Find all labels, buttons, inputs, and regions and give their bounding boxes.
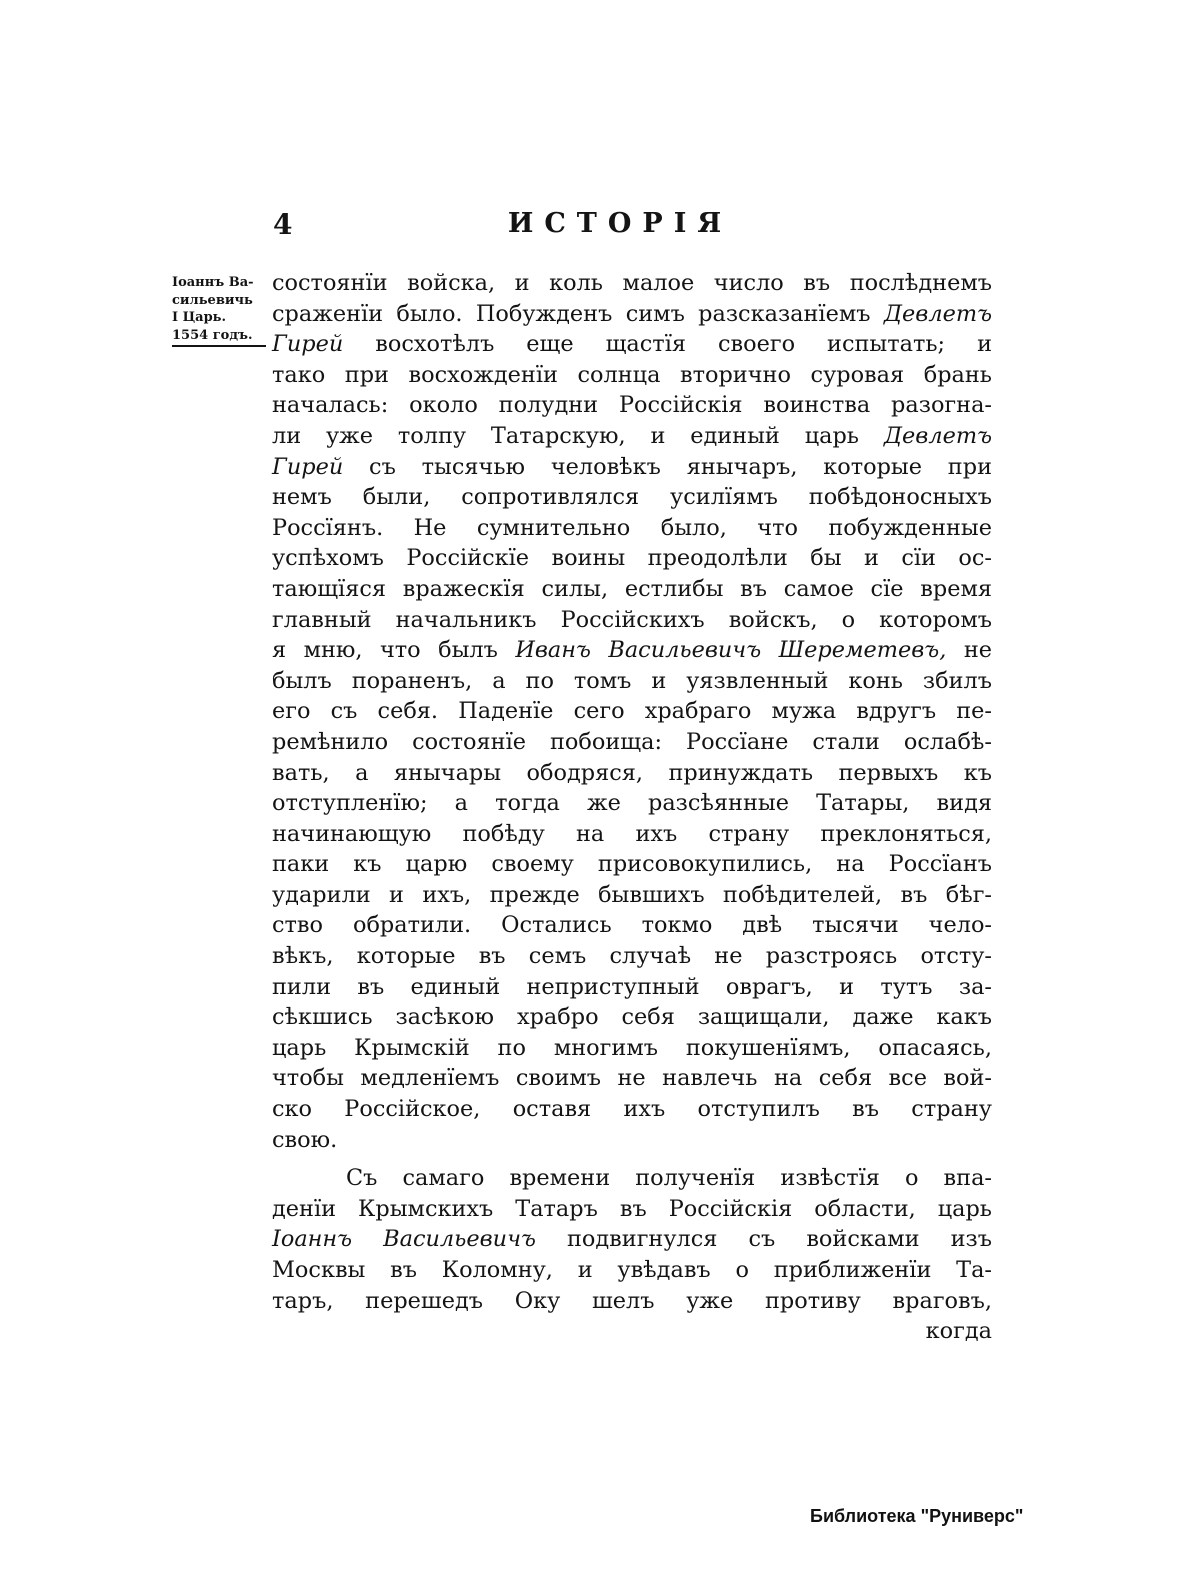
text-run: ударили и ихъ, прежде бывшихъ побѣдителей, въ бѣг- (272, 881, 992, 908)
text-line (272, 360, 992, 391)
text-line (272, 1286, 992, 1317)
text-run: главный начальникъ Россійскихъ войскъ, о которомъ (272, 606, 992, 633)
name-run: Девлетъ (883, 300, 992, 327)
margin-note-line: Іоаннъ Ва- (172, 275, 254, 290)
catchword (272, 1316, 992, 1347)
margin-note-line: 1554 годъ. (172, 327, 253, 343)
text-line (272, 972, 992, 1003)
text-line (272, 299, 992, 330)
text-run: когда (925, 1318, 992, 1345)
text-run: свою. (272, 1126, 338, 1153)
margin-note-line: сильевичь (172, 292, 253, 308)
text-run: денїи Крымскихъ Татаръ въ Россійскія области, царь (272, 1195, 992, 1222)
text-line (272, 1002, 992, 1033)
text-line (272, 452, 992, 483)
text-line (272, 482, 992, 513)
text-run: начинающую побѣду на ихъ страну преклоняться, (272, 820, 992, 847)
text-run: Россїянъ. Не сумнительно было, что побужденные (272, 514, 992, 541)
margin-note-line: І Царь. (172, 310, 227, 325)
library-credit: Библиотека "Руниверс" (810, 1506, 1024, 1526)
text-line (272, 849, 992, 880)
text-run: немъ были, сопротивлялся усилїямъ побѣдоносныхъ (272, 484, 992, 511)
text-run: пили въ единый неприступный оврагъ, и тутъ за- (272, 973, 992, 1000)
text-line (272, 329, 992, 360)
text-run: паки къ царю своему присовокупились, на Россїанъ (272, 851, 992, 878)
text-run: его съ себя. Паденїе сего храбраго мужа вдругъ пе- (272, 698, 992, 725)
text-line (272, 268, 992, 299)
margin-note (172, 274, 266, 347)
text-line (272, 543, 992, 574)
text-line (272, 819, 992, 850)
text-line (272, 880, 992, 911)
text-line (272, 1224, 992, 1255)
text-run: Москвы въ Коломну, и увѣдавъ о приближенїи Та- (272, 1257, 992, 1283)
text-line (272, 635, 992, 666)
text-run: сраженїи было. Побужденъ симъ разсказанїемъ (272, 300, 884, 327)
text-run: сѣкшись засѣкою храбро себя защищали, даже какъ (272, 1004, 992, 1031)
name-run: Гирей (272, 453, 344, 480)
text-run: чтобы медленїемъ своимъ не навлечь на себя все вой- (272, 1065, 992, 1092)
text-line (272, 758, 992, 789)
text-run: отступленїю; а тогда же разсѣянные Татары, видя (272, 790, 992, 817)
text-run: не (946, 637, 992, 664)
paragraph-2 (272, 1163, 992, 1347)
text-line (272, 1125, 992, 1156)
text-line (272, 605, 992, 636)
text-run: ремѣнило состоянїе побоища: Россїане стали ослабѣ- (272, 728, 992, 755)
text-line (272, 910, 992, 941)
text-line (272, 727, 992, 758)
text-run: царь Крымскій по многимъ покушенїямъ, опасаясь, (272, 1034, 992, 1061)
paragraph-1 (272, 268, 992, 1155)
text-run: ско Россійское, оставя ихъ отступилъ въ страну (272, 1096, 992, 1123)
text-line (272, 574, 992, 605)
text-run: былъ пораненъ, а по томъ и уязвленный конь збилъ (272, 667, 992, 694)
running-title: ИСТОРІЯ (507, 208, 733, 239)
text-run: съ тысячью человѣкъ янычаръ, которые при (343, 453, 992, 480)
text-line (272, 1063, 992, 1094)
body-text (272, 268, 992, 1347)
name-run: Девлетъ (883, 422, 992, 449)
text-line (272, 1094, 992, 1125)
text-line (272, 421, 992, 452)
text-run: Съ самаго времени полученїя извѣстїя о впа- (346, 1165, 992, 1192)
text-run: я мню, что былъ (272, 637, 516, 664)
paragraph-gap (272, 1155, 992, 1163)
text-line (272, 666, 992, 697)
text-run: началась: около полудни Россійскія воинства разогна- (272, 392, 992, 419)
text-run: ство обратили. Остались токмо двѣ тысячи чело- (272, 912, 992, 939)
name-run: Гирей (272, 331, 344, 358)
text-run: вать, а янычары ободряся, принуждать первыхъ къ (272, 759, 992, 786)
text-run: тающїяся вражескїя силы, естлибы въ самое сїе время (272, 575, 992, 602)
text-line (272, 696, 992, 727)
text-run: тако при восхожденїи солнца вторично суровая брань (272, 361, 992, 388)
text-line (272, 1033, 992, 1064)
text-run: таръ, перешедъ Оку шелъ уже противу враговъ, (272, 1287, 992, 1314)
text-line (272, 1255, 992, 1286)
text-run: состоянїи войска, и коль малое число въ послѣднемъ (272, 270, 992, 296)
text-run: подвигнулся съ войсками изъ (535, 1226, 992, 1253)
text-line (272, 390, 992, 421)
page-number: 4 (273, 208, 293, 241)
text-line (272, 1163, 992, 1194)
text-run: ли уже толпу Татарскую, и единый царь (272, 422, 884, 449)
text-run: вѣкъ, которые въ семъ случаѣ не разстроясь отсту- (272, 943, 992, 970)
name-run: Іоаннъ Васильевичъ (272, 1226, 536, 1253)
text-line (272, 513, 992, 544)
text-line (272, 941, 992, 972)
text-run: восхотѣлъ еще щастїя своего испытать; и (343, 331, 992, 358)
name-run: Иванъ Васильевичъ Шереметевъ, (515, 637, 947, 664)
text-line (272, 788, 992, 819)
text-run: успѣхомъ Россійскїе воины преодолѣли бы и сїи ос- (272, 545, 992, 572)
text-line (272, 1194, 992, 1225)
